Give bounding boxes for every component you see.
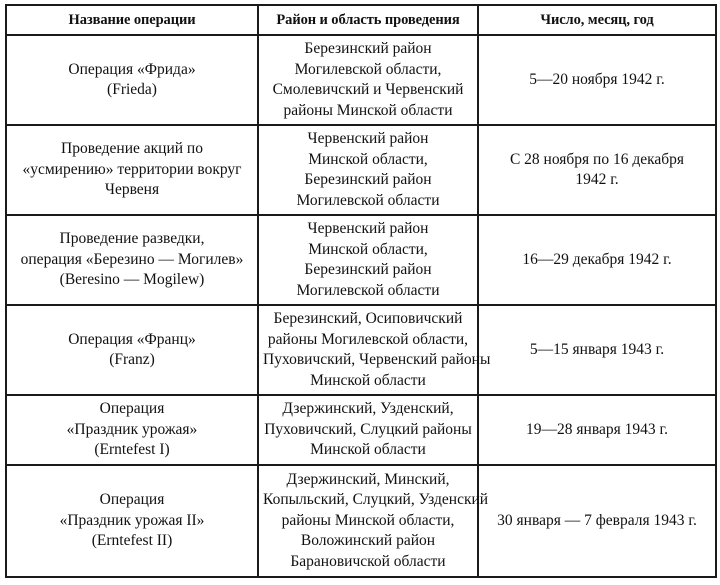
date-cell (478, 305, 716, 395)
cell-line: Проведение разведки, (59, 230, 205, 248)
table-row (6, 465, 716, 577)
header-operation-name: Название операции (6, 5, 258, 35)
header-region: Район и область проведения (258, 5, 478, 35)
date-cell (478, 125, 716, 215)
date-cell (478, 395, 716, 465)
cell-line: районы Минской области, (281, 511, 455, 529)
cell-line: районы Могилевской области, (267, 330, 469, 348)
header-row (6, 5, 716, 35)
cell-line: «усмирению» территории вокруг (22, 160, 242, 178)
region-cell (258, 35, 478, 125)
cell-line: Пуховичский, Червенский районы (263, 351, 491, 368)
operation-name-cell (6, 395, 258, 465)
cell-line: Барановичской области (290, 552, 446, 570)
table-row (6, 35, 716, 125)
date-cell (478, 465, 716, 577)
cell-line: Дзержинский, Минский, (286, 470, 450, 488)
cell-line: 1942 г. (575, 171, 619, 188)
cell-line: Минской области, (308, 240, 428, 258)
cell-line: районы Минской области (283, 101, 453, 119)
operation-name-cell (6, 215, 258, 305)
cell-line: 30 января — 7 февраля 1943 г. (497, 511, 697, 529)
cell-line: Минской области (310, 441, 426, 459)
cell-line: С 28 ноября по 16 декабря (509, 150, 685, 168)
table-row (6, 215, 716, 305)
cell-line: Операция (99, 400, 165, 418)
cell-line: Могилевской области, (294, 60, 442, 78)
cell-line: Воложинский район (300, 532, 436, 550)
cell-line: Червенский район (307, 220, 429, 237)
cell-line: 16—29 декабря 1942 г. (522, 250, 672, 268)
header-date: Число, месяц, год (478, 5, 716, 35)
date-cell (478, 35, 716, 125)
table-row (6, 305, 716, 395)
operations-table (5, 4, 717, 578)
cell-line: «Праздник урожая II» (59, 511, 205, 529)
cell-line: Червеня (104, 181, 160, 199)
cell-line: Операция «Франц» (68, 330, 196, 348)
cell-line: Березинский район (304, 261, 432, 278)
cell-line: Березинский, Осиповичский (273, 310, 463, 327)
operation-name-cell (6, 305, 258, 395)
cell-line: Копыльский, Слуцкий, Узденский (263, 491, 489, 509)
cell-line: Могилевской области (296, 281, 440, 299)
cell-line: Дзержинский, Узденский, (282, 400, 454, 418)
cell-line: (Erntefest I) (94, 441, 170, 459)
cell-line: операция «Березино — Могилев» (20, 250, 244, 268)
cell-line: Червенский район (307, 130, 429, 147)
operation-name-cell (6, 465, 258, 577)
cell-line: (Erntefest II) (91, 532, 173, 550)
cell-line: Березинский район (304, 171, 432, 188)
cell-line: Операция «Фрида» (68, 60, 196, 78)
operation-name-cell (6, 35, 258, 125)
date-cell (478, 215, 716, 305)
region-cell (258, 215, 478, 305)
cell-line: 19—28 января 1943 г. (526, 420, 668, 438)
operation-name-cell (6, 125, 258, 215)
cell-line: 5—20 ноября 1942 г. (529, 70, 665, 88)
cell-line: Пуховичский, Слуцкий районы (264, 420, 472, 438)
region-cell (258, 125, 478, 215)
cell-line: (Franz) (109, 351, 155, 368)
cell-line: Смолевичский и Червенский (272, 81, 464, 98)
cell-line: Операция (99, 491, 165, 509)
cell-line: Минской области (310, 371, 426, 389)
region-cell (258, 305, 491, 395)
table-row (6, 395, 716, 465)
cell-line: Минской области, (308, 150, 428, 168)
cell-line: 5—15 января 1943 г. (529, 340, 665, 358)
cell-line: «Праздник урожая» (66, 420, 198, 438)
region-cell (258, 465, 489, 577)
table-row (6, 125, 716, 215)
cell-line: (Frieda) (107, 81, 157, 98)
cell-line: Березинский район (304, 40, 432, 57)
cell-line: (Beresino — Mogilew) (59, 271, 205, 289)
region-cell (258, 395, 478, 465)
cell-line: Могилевской области (296, 191, 440, 209)
cell-line: Проведение акций по (61, 140, 203, 158)
